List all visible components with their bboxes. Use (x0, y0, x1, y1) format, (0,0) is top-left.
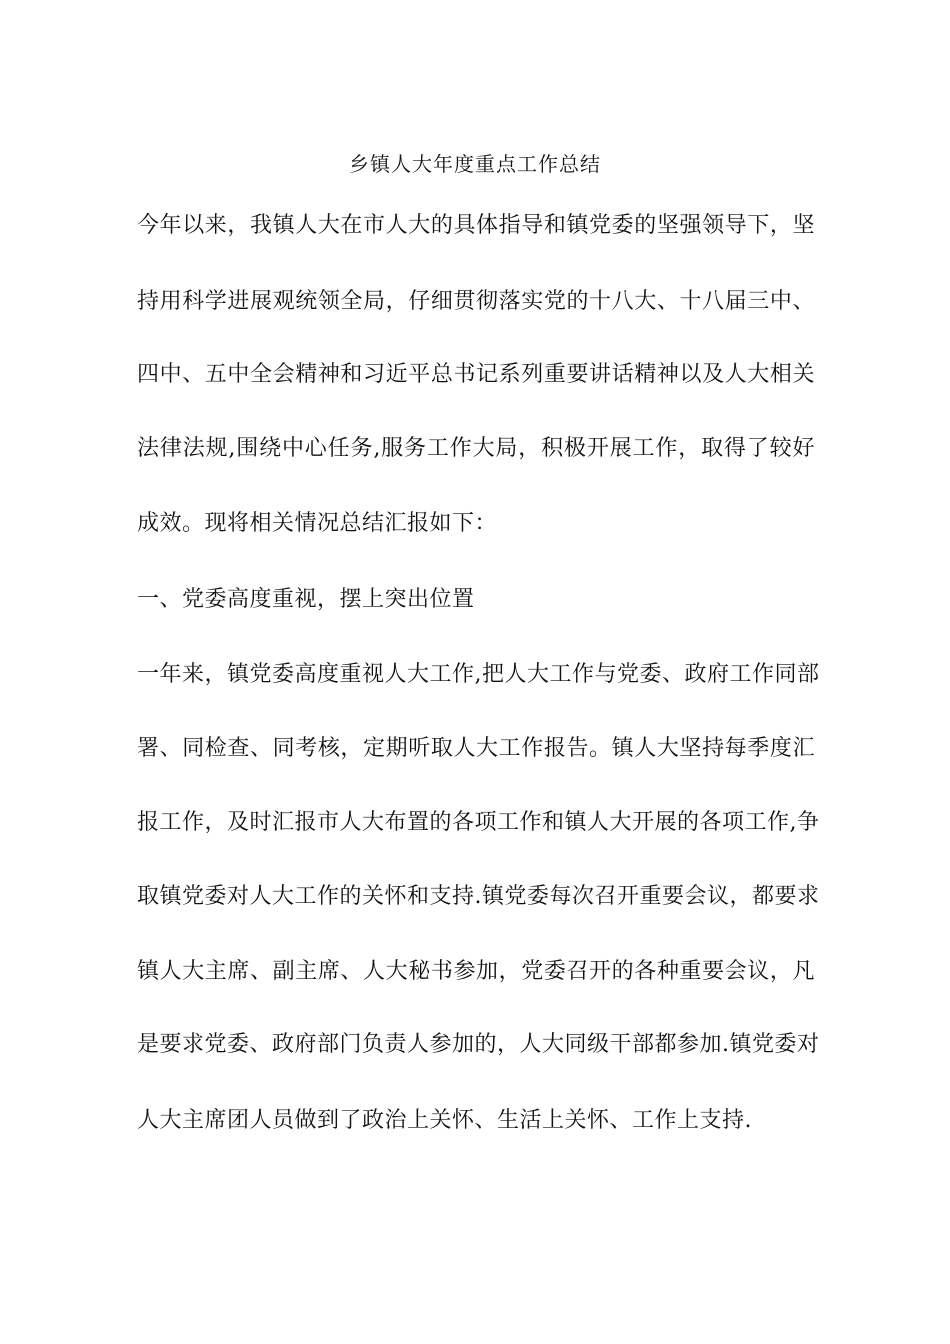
paragraph-line-3: 四中、五中全会精神和习近平总书记系列重要讲话精神以及人大相关 (137, 362, 815, 387)
section-heading-1: 一、党委高度重视，摆上突出位置 (137, 587, 475, 612)
paragraph-line-1: 今年以来，我镇人大在市人大的具体指导和镇党委的坚强领导下，坚 (137, 213, 815, 238)
paragraph-line-11: 是要求党委、政府部门负责人参加的，人大同级干部都参加.镇党委对 (137, 1032, 820, 1057)
paragraph-line-9: 取镇党委对人大工作的关怀和支持.镇党委每次召开重要会议，都要求 (137, 884, 820, 909)
paragraph-line-4: 法律法规,围绕中心任务,服务工作大局，积极开展工作，取得了较好 (137, 436, 815, 461)
paragraph-line-5: 成效。现将相关情况总结汇报如下： (137, 511, 498, 536)
paragraph-line-6: 一年来，镇党委高度重视人大工作,把人大工作与党委、政府工作同部 (137, 662, 820, 687)
paragraph-line-8: 报工作，及时汇报市人大布置的各项工作和镇人大开展的各项工作,争 (137, 810, 820, 835)
paragraph-line-7: 署、同检查、同考核，定期听取人大工作报告。镇人大坚持每季度汇 (137, 736, 815, 761)
paragraph-line-2: 持用科学进展观统领全局，仔细贯彻落实党的十八大、十八届三中、 (137, 289, 815, 314)
paragraph-line-12: 人大主席团人员做到了政治上关怀、生活上关怀、工作上支持. (137, 1108, 752, 1133)
paragraph-line-10: 镇人大主席、副主席、人大秘书参加，党委召开的各种重要会议，凡 (137, 959, 815, 984)
document-title: 乡镇人大年度重点工作总结 (349, 152, 601, 176)
